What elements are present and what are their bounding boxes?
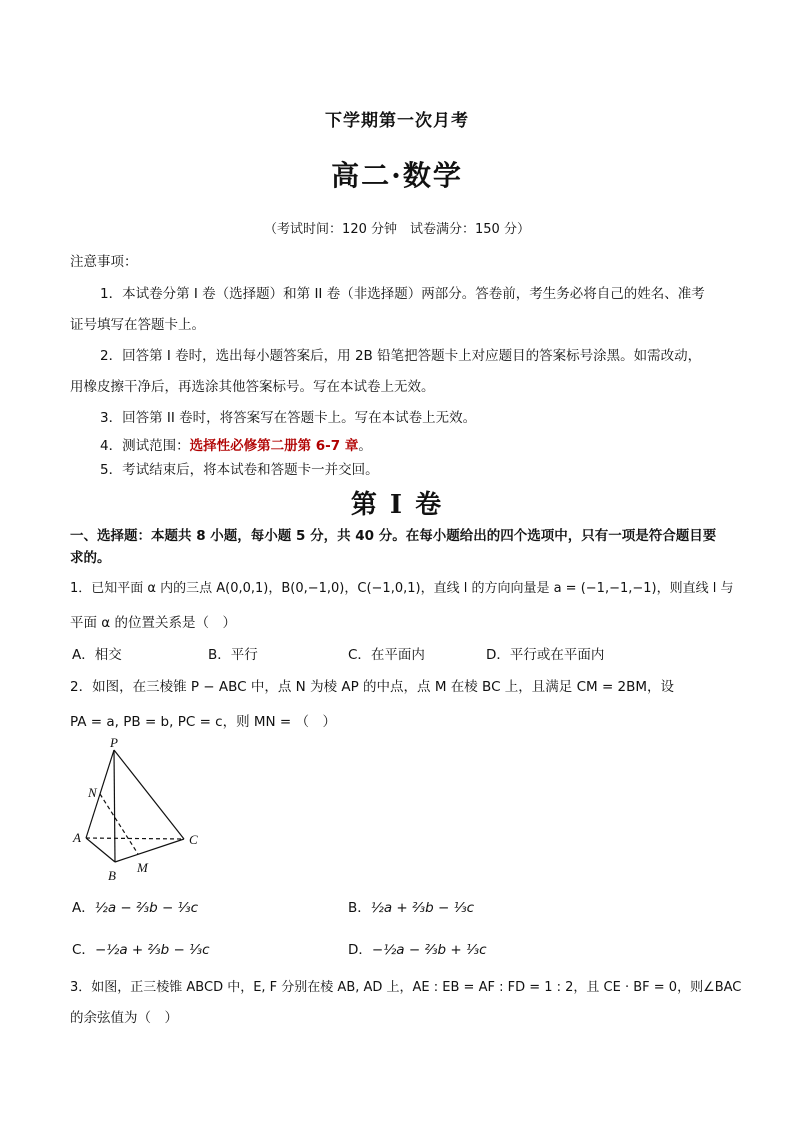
q1-stem-line-1: 1．已知平面 α 内的三点 A(0,0,1)，B(0,−1,0)，C(−1,0,1)，直线 l 的方向向量是 a = (−1,−1,−1)，则直线 l 与 [70, 581, 734, 596]
tetrahedron-figure [70, 736, 210, 886]
section-instruction-line-1: 一、选择题：本题共 8 小题，每小题 5 分，共 40 分。在每小题给出的四个选项中，只有一项是符合题目要 [70, 528, 717, 544]
q2-option-b[interactable] [348, 896, 474, 916]
q2-stem-line-2: PA = a, PB = b, PC = c，则 MN = （ ） [70, 714, 337, 730]
notice-item-4 [100, 434, 372, 454]
label-a: A [73, 830, 81, 845]
q2-option-c[interactable] [72, 938, 210, 958]
q2-option-c-label: C． [72, 942, 95, 958]
label-c: C [189, 832, 198, 847]
notice-heading: 注意事项： [70, 254, 138, 270]
q2-option-b-expr: ½a + ⅔b − ⅓c [370, 900, 475, 916]
q2-option-d[interactable] [348, 938, 487, 958]
section-instruction-line-2: 求的。 [70, 550, 111, 566]
q2-option-d-label: D． [348, 942, 372, 958]
edge-ab [86, 838, 115, 862]
exam-title: 高二·数学 [331, 159, 463, 192]
notice-item-2-line-2: 用橡皮擦干净后，再选涂其他答案标号。写在本试卷上无效。 [70, 379, 435, 395]
q3-stem-line-2: 的余弦值为（ ） [70, 1010, 178, 1026]
q2-option-a[interactable] [72, 896, 198, 916]
q2-option-a-label: A． [72, 900, 95, 916]
q3-stem-line-1: 3．如图，正三棱锥 ABCD 中，E, F 分别在棱 AB, AD 上，AE : EB = AF : FD = 1 : 2，且 CE · BF = 0，则∠BAC [70, 980, 742, 995]
q2-option-a-expr: ½a − ⅔b − ⅓c [94, 900, 199, 916]
test-range: 选择性必修第二册第 6-7 章 [189, 438, 359, 454]
notice-item-2-line-1: 2．回答第 I 卷时，选出每小题答案后，用 2B 铅笔把答题卡上对应题目的答案标号涂黑。如需改动， [100, 348, 702, 364]
q2-option-b-label: B． [348, 900, 371, 916]
label-b: B [108, 868, 116, 883]
q1-option-c[interactable]: C．在平面内 [348, 647, 425, 663]
edge-bc [115, 839, 184, 862]
q1-stem-line-2: 平面 α 的位置关系是（ ） [70, 615, 236, 631]
segment-mn [100, 794, 138, 854]
notice-item-5: 5．考试结束后，将本试卷和答题卡一并交回。 [100, 462, 379, 478]
edge-ac-hidden [86, 838, 184, 839]
notice-item-1-line-2: 证号填写在答题卡上。 [70, 317, 205, 333]
q1-option-a[interactable]: A．相交 [72, 647, 122, 663]
q1-option-b[interactable]: B．平行 [208, 647, 258, 663]
label-m: M [137, 860, 148, 875]
q2-option-d-expr: −½a − ⅔b + ⅓c [371, 942, 487, 958]
label-p: P [110, 736, 118, 750]
notice-item-4-suffix: 。 [358, 438, 372, 454]
notice-item-4-prefix: 4．测试范围： [100, 438, 190, 454]
q2-stem-line-1: 2．如图，在三棱锥 P − ABC 中，点 N 为棱 AP 的中点，点 M 在棱 BC 上，且满足 CM = 2BM，设 [70, 679, 675, 695]
label-n: N [88, 785, 97, 800]
exam-info: （考试时间：120 分钟 试卷满分：150 分） [264, 222, 530, 237]
edge-pc [114, 750, 184, 839]
notice-item-3: 3．回答第 II 卷时，将答案写在答题卡上。写在本试卷上无效。 [100, 410, 477, 426]
section-title: 第 I 卷 [350, 490, 444, 520]
exam-subtitle: 下学期第一次月考 [325, 111, 469, 131]
q1-option-d[interactable]: D．平行或在平面内 [486, 647, 605, 663]
q2-option-c-expr: −½a + ⅔b − ⅓c [94, 942, 210, 958]
notice-item-1-line-1: 1．本试卷分第 I 卷（选择题）和第 II 卷（非选择题）两部分。答卷前，考生务必将自己的姓名、准考 [100, 286, 705, 302]
edge-pb [114, 750, 115, 862]
